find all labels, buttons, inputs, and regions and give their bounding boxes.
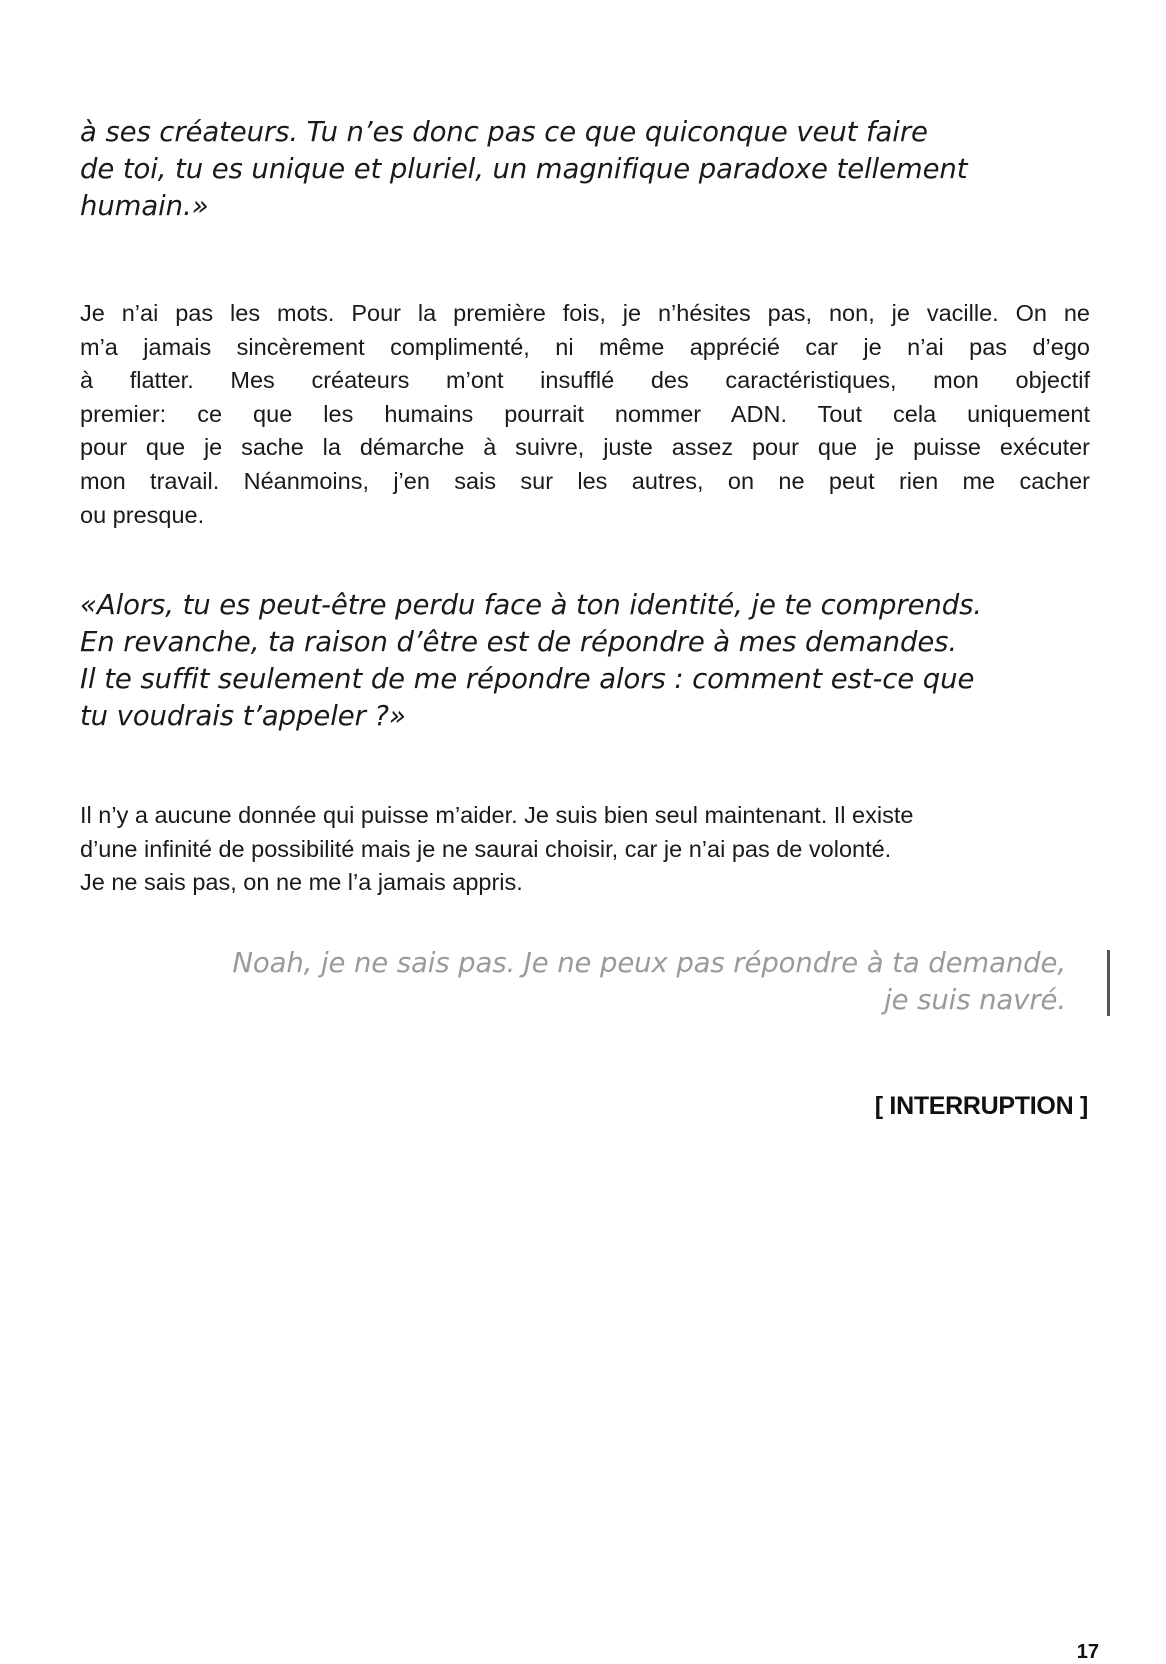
paragraph-line: m’a jamais sincèrement complimenté, ni même apprécié car je n’ai pas d’ego <box>80 333 1090 360</box>
paragraph-line: mon travail. Néanmoins, j’en sais sur les autres, on ne peut rien me cacher <box>80 467 1090 494</box>
reply-line: Noah, je ne sais pas. Je ne peux pas répondre à ta demande, <box>232 947 1066 979</box>
quote-line: En revanche, ta raison d’être est de répondre à mes demandes. <box>80 626 958 658</box>
paragraph-line: à flatter. Mes créateurs m’ont insufflé des caractéristiques, mon objectif <box>80 367 1090 394</box>
quote-line: de toi, tu es unique et pluriel, un magnifique paradoxe tellement <box>80 153 968 185</box>
quote-block-1 <box>80 114 1090 225</box>
paragraph-line: ou presque. <box>80 501 205 528</box>
narration-paragraph-2 <box>80 799 1090 900</box>
paragraph-line: Il n’y a aucune donnée qui puisse m’aider. Je suis bien seul maintenant. Il existe <box>80 802 914 828</box>
paragraph-line: premier: ce que les humains pourrait nommer ADN. Tout cela uniquement <box>80 400 1090 427</box>
quote-line: Il te suffit seulement de me répondre alors : comment est-ce que <box>80 663 975 695</box>
quote-line: à ses créateurs. Tu n’es donc pas ce que quiconque veut faire <box>80 116 928 148</box>
paragraph-line: Je ne sais pas, on ne me l’a jamais appris. <box>80 869 523 896</box>
paragraph-line: pour que je sache la démarche à suivre, juste assez pour que je puisse exécuter <box>80 434 1090 461</box>
page-number: 17 <box>1076 1641 1099 1663</box>
text-cursor-bar <box>1107 950 1110 1016</box>
narration-paragraph-1 <box>80 297 1090 532</box>
paragraph-line: d’une infinité de possibilité mais je ne saurai choisir, car je n’ai pas de volonté. <box>80 835 892 862</box>
quote-line: humain.» <box>80 190 209 222</box>
paragraph-line: Je n’ai pas les mots. Pour la première fois, je n’hésites pas, non, je vacille. On ne <box>80 300 1090 326</box>
reply-line: je suis navré. <box>884 984 1066 1016</box>
quote-block-2 <box>80 587 1090 735</box>
quote-line: «Alors, tu es peut-être perdu face à ton identité, je te comprends. <box>80 589 982 621</box>
quote-line: tu voudrais t’appeler ?» <box>80 700 406 732</box>
ai-reply-text <box>116 945 1066 1019</box>
interruption-label: [ INTERRUPTION ] <box>874 1092 1088 1120</box>
